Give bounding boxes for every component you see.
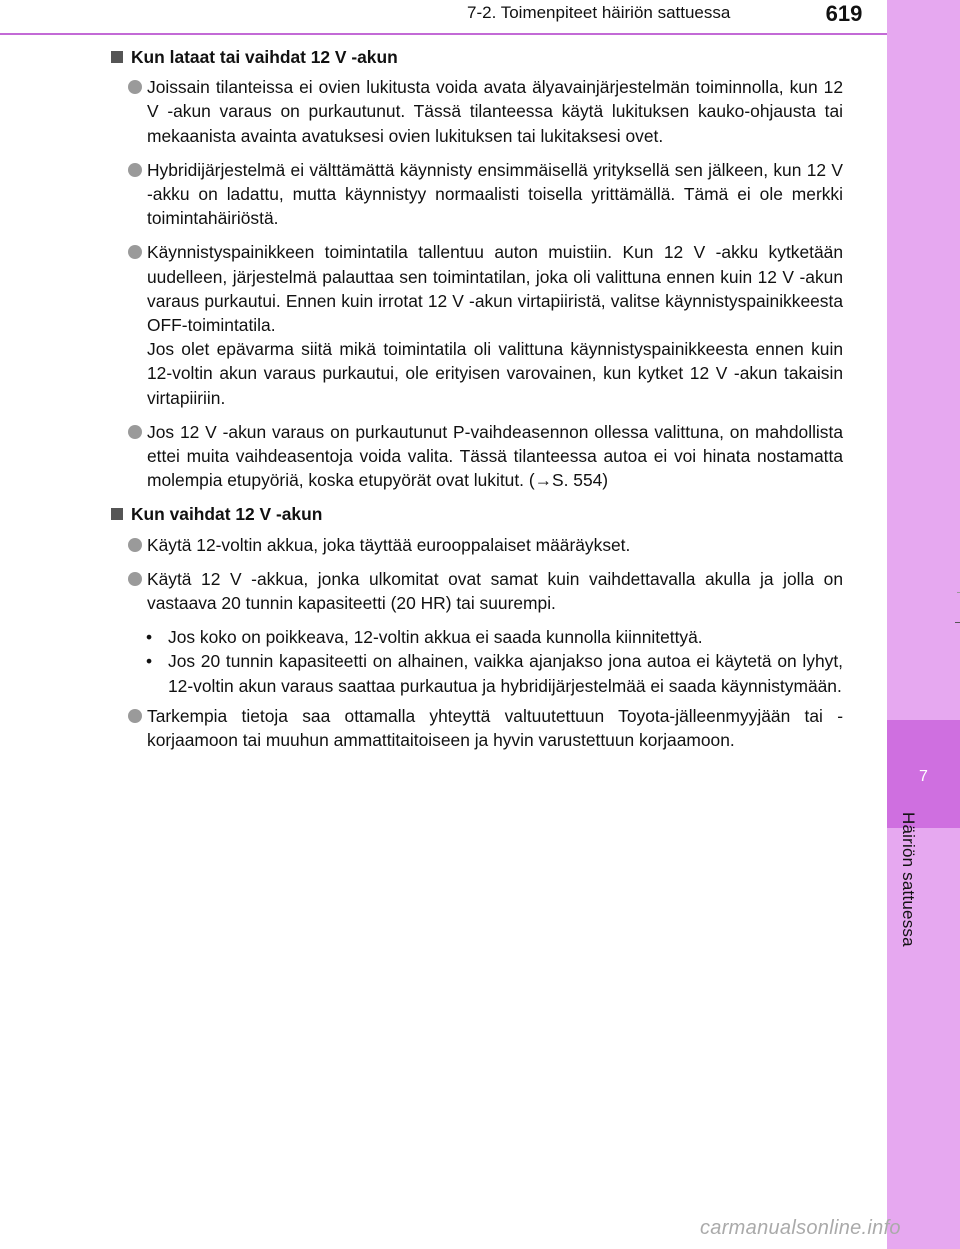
page-content: [110, 45, 843, 762]
list-item: [110, 75, 843, 148]
header-section-title: 7-2. Toimenpiteet häiriön sattuessa: [467, 3, 731, 22]
round-bullet-icon: [128, 425, 142, 439]
list-item-text: Käynnistyspainikkeen toimintatila tallentuu auton muistiin. Kun 12 V -akku kytketään uudelleen, järjestelmä palauttaa sen toimintatilan, joka oli valittuna ennen kuin 12 V -akun varaus purkautui. Ennen kuin irrotat 12 V -akun virtapiiristä, valitse käynnistyspainikkeesta OFF-toimintatila.: [147, 242, 843, 336]
round-bullet-icon: [128, 572, 142, 586]
dash-item: [110, 625, 843, 649]
dot-bullet-icon: •: [146, 627, 153, 648]
round-bullet-icon: [128, 709, 142, 723]
list-item-text: Hybridijärjestelmä ei välttämättä käynnisty ensimmäisellä yrityksellä sen jälkeen, kun 12 V -akku on ladattu, mutta käynnistyy normaalisti toisella yrittämällä. Tämä ei ole merkki toimintahäiriöstä.: [147, 159, 843, 229]
list-item: [110, 240, 843, 409]
list-item: [110, 567, 843, 615]
page-number: 619: [825, 1, 863, 26]
section-heading-text: Kun lataat tai vaihdat 12 V -akun: [131, 47, 398, 67]
list-item-text: Käytä 12 V -akkua, jonka ulkomitat ovat samat kuin vaihdettavalla akulla ja jolla on vastaava 20 tunnin kapasiteetti (20 HR) tai suurempi.: [147, 568, 843, 614]
list-item: [110, 704, 843, 752]
list-item: [110, 533, 843, 557]
round-bullet-icon: [128, 538, 142, 552]
side-tick: [955, 622, 960, 623]
round-bullet-icon: [128, 245, 142, 259]
dash-item-text: Jos koko on poikkeava, 12-voltin akkua ei saada kunnolla kiinnitettyä.: [168, 627, 703, 648]
dot-bullet-icon: •: [146, 651, 153, 672]
side-tab: [887, 0, 960, 1249]
section-heading: [110, 45, 843, 69]
square-bullet-icon: [111, 508, 123, 520]
dash-item-text: Jos 20 tunnin kapasiteetti on alhainen, vaikka ajanjakso jona autoa ei käytetä on lyhyt, 12-voltin akun varaus saattaa purkautua ja hybridijärjestelmää ei saada käynnistymään.: [168, 651, 843, 696]
header-rule: [0, 33, 887, 35]
section-heading-text: Kun vaihdat 12 V -akun: [131, 504, 323, 525]
chapter-title: Häiriön sattuessa: [899, 812, 918, 947]
round-bullet-icon: [128, 80, 142, 94]
dash-item: [110, 649, 843, 697]
round-bullet-icon: [128, 163, 142, 177]
list-item-text: Joissain tilanteissa ei ovien lukitusta voida avata älyavainjärjestelmän toiminnolla, kun 12 V -akun varaus on purkautunut. Tässä tilanteessa käytä lukituksen kauko-ohjausta tai mekaanista avainta avatuksesi ovien lukituksen tai lukitaksesi ovet.: [147, 77, 843, 146]
section-heading: [110, 502, 843, 526]
list-item-text: Käytä 12-voltin akkua, joka täyttää eurooppalaiset määräykset.: [147, 534, 631, 555]
list-item-text: Jos 12 V -akun varaus on purkautunut P-vaihdeasennon ollessa valittuna, on mahdollista ettei muita vaihdeasentoja voida valita. Tässä tilanteessa autoa ei voi hinata nostamatta molempia etupyöriä, koska etupyörät ovat lukitut. (→S. 554): [147, 421, 843, 491]
list-item-continuation: Jos olet epävarma siitä mikä toimintatila oli valittuna käynnistyspainikkeesta ennen kuin 12-voltin akun varaus purkautui, ole erityisen varovainen, kun kytket 12 V -akun takaisin virtapiiriin.: [147, 339, 843, 408]
square-bullet-icon: [111, 51, 123, 63]
list-item-text: Tarkempia tietoja saa ottamalla yhteyttä valtuutettuun Toyota-jälleenmyyjään tai -korjaamoon tai muuhun ammattitaitoiseen ja hyvin varustettuun korjaamoon.: [147, 705, 843, 751]
list-item: [110, 158, 843, 231]
chapter-number: 7: [919, 768, 928, 785]
list-item: [110, 420, 843, 493]
dash-list: [110, 625, 843, 698]
watermark: carmanualsonline.info: [700, 1217, 901, 1239]
